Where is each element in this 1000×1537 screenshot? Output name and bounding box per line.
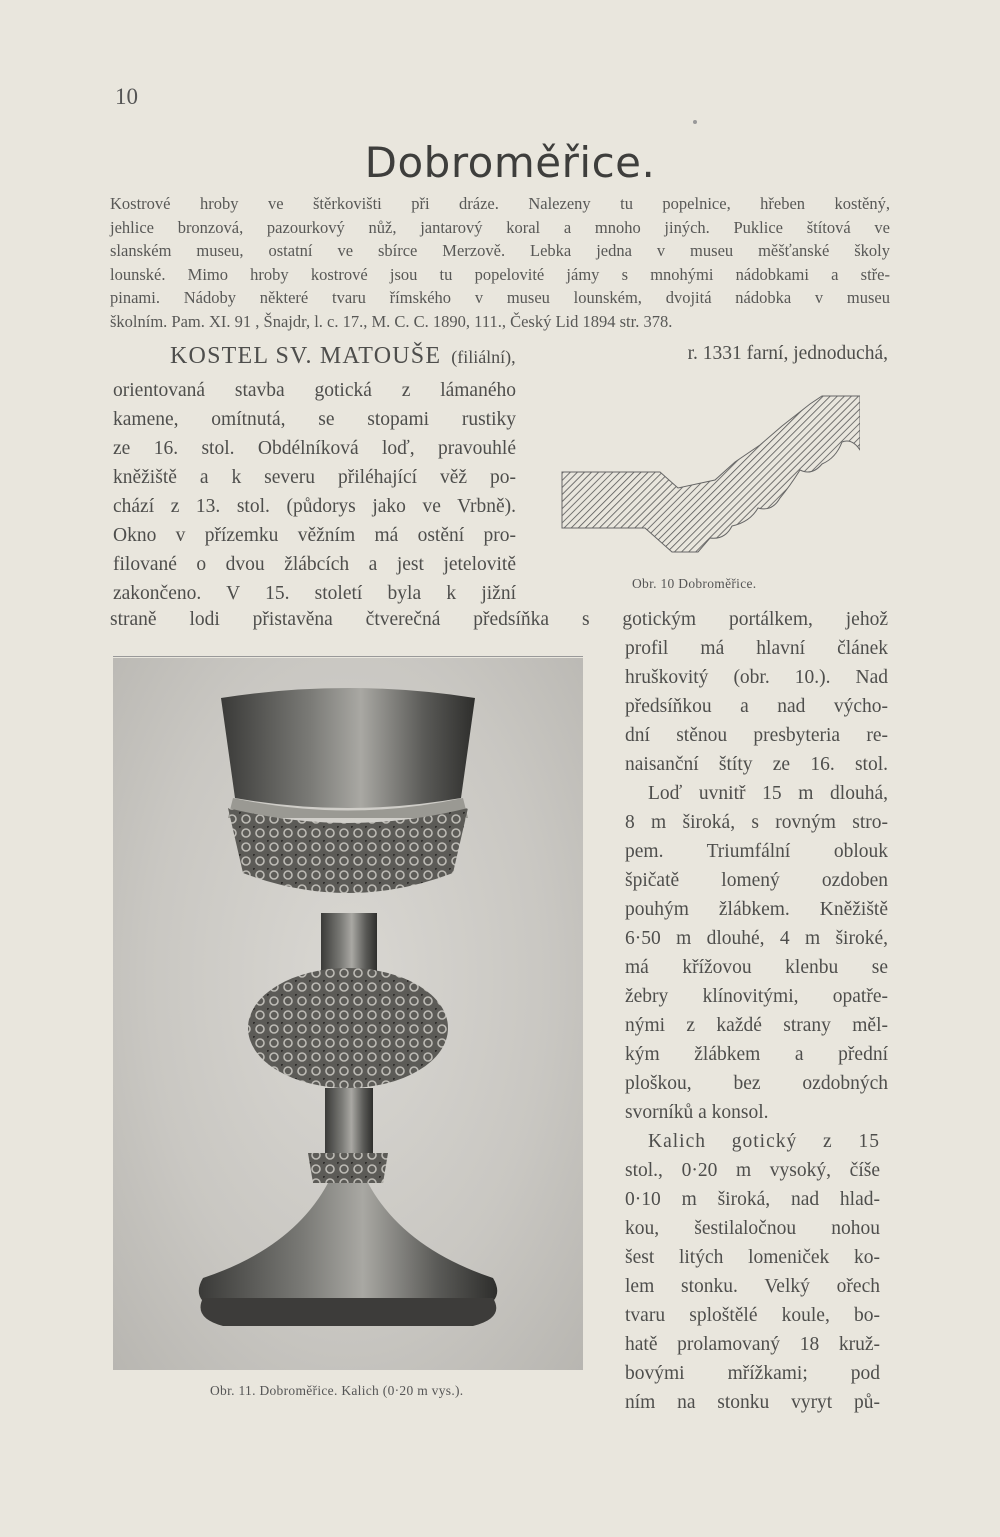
body-line: kněžiště a k severu přiléhající věž po-: [113, 467, 516, 488]
body-line: tvaru sploštělé koule, bo-: [625, 1305, 880, 1326]
body-line: ním na stonku vyryt pů-: [625, 1392, 880, 1413]
body-line: lem stonku. Velký ořech: [625, 1276, 880, 1297]
body-line: pem. Triumfální oblouk: [625, 841, 888, 862]
body-line: šest litých lomeniček ko-: [625, 1247, 880, 1268]
body-line: má křížovou klenbu se: [625, 957, 888, 978]
body-line: kou, šestilaločnou nohou: [625, 1218, 880, 1239]
section-title: KOSTEL SV. MATOUŠE: [170, 343, 442, 369]
body-line: orientovaná stavba gotická z lámaného: [113, 380, 516, 401]
section-heading-line: [170, 343, 888, 375]
body-line: hruškovitý (obr. 10.). Nad: [625, 667, 888, 688]
figure-10-caption: Obr. 10 Dobroměřice.: [632, 576, 757, 591]
chalice-illustration: [113, 658, 583, 1370]
body-line: stol., 0·20 m vysoký, číše: [625, 1160, 880, 1181]
body-line: straně lodi přistavěna čtverečná předsíňka s gotickým portálkem, jehož: [110, 609, 888, 630]
body-line: kamene, omítnutá, se stopami rustiky: [113, 409, 516, 430]
body-line: profil má hlavní článek: [625, 638, 888, 659]
body-line: naisanční štíty ze 16. stol.: [625, 754, 888, 775]
profile-figure: [560, 390, 860, 575]
body-line: 6·50 m dlouhé, 4 m široké,: [625, 928, 888, 949]
intro-line: jehlice bronzová, pazourkový nůž, jantarový koral a mnoho jiných. Puklice štítová ve: [110, 217, 890, 237]
intro-line: školním. Pam. XI. 91 , Šnajdr, l. c. 17., M. C. C. 1890, 111., Český Lid 1894 str. 378.: [110, 311, 673, 331]
profile-hatched-shape: [562, 396, 860, 552]
figure-11-caption: Obr. 11. Dobroměřice. Kalich (0·20 m vys.).: [210, 1383, 464, 1398]
body-line: nými z každé strany měl-: [625, 1015, 888, 1036]
section-title-suffix: (filiální),: [451, 347, 516, 367]
intro-line: lounské. Mimo hroby kostrové jsou tu popelovité jámy s mnohými nádobkami a stře-: [110, 264, 890, 284]
body-line: 0·10 m široká, nad hlad-: [625, 1189, 880, 1210]
photo-rule: [113, 656, 583, 657]
intro-line: Kostrové hroby ve štěrkovišti při dráze. Nalezeny tu popelnice, hřeben kostěný,: [110, 194, 890, 213]
body-line: Loď uvnitř 15 m dlouhá,: [648, 783, 888, 804]
body-line: špičatě lomený ozdoben: [625, 870, 888, 891]
intro-line: slanském museu, ostatní ve sbírce Merzově. Lebka jedna v museu měšťanské školy: [110, 241, 890, 261]
body-line: ploškou, bez ozdobných: [625, 1073, 888, 1094]
body-line: předsíňkou a nad výcho-: [625, 696, 888, 717]
body-line: žebry klínovitými, opatře-: [625, 986, 888, 1007]
body-line: kým žlábkem a přední: [625, 1044, 888, 1065]
body-line: ze 16. stol. Obdélníková loď, pravouhlé: [113, 438, 516, 459]
body-line: chází z 13. stol. (půdorys jako ve Vrbně).: [113, 496, 516, 517]
section-title-rest: r. 1331 farní, jednoduchá,: [687, 343, 888, 364]
body-line: zakončeno. V 15. století byla k jižní: [113, 583, 516, 604]
body-line: 8 m široká, s rovným stro-: [625, 812, 888, 833]
intro-line: pinami. Nádoby některé tvaru římského v museu lounském, dvojitá nádobka v museu: [110, 288, 890, 308]
body-line: dní stěnou presbyteria re-: [625, 725, 888, 746]
body-line: svorníků a konsol.: [625, 1102, 769, 1123]
chalice-photo: [113, 658, 583, 1370]
page-number: 10: [115, 84, 138, 109]
intro-paragraph: [110, 192, 890, 334]
page-speck: [693, 120, 697, 124]
body-line: pouhým žlábkem. Kněžiště: [625, 899, 888, 920]
body-line: bovými mřížkami; pod: [625, 1363, 880, 1384]
body-line: hatě prolamovaný 18 kruž-: [625, 1334, 880, 1355]
body-line: Okno v přízemku věžním má ostění pro-: [113, 525, 516, 546]
page-title: Dobroměřice.: [364, 138, 656, 187]
body-line: Kalich gotický z 15: [648, 1131, 880, 1152]
body-line: filované o dvou žlábcích a jest jetelovitě: [113, 554, 516, 575]
